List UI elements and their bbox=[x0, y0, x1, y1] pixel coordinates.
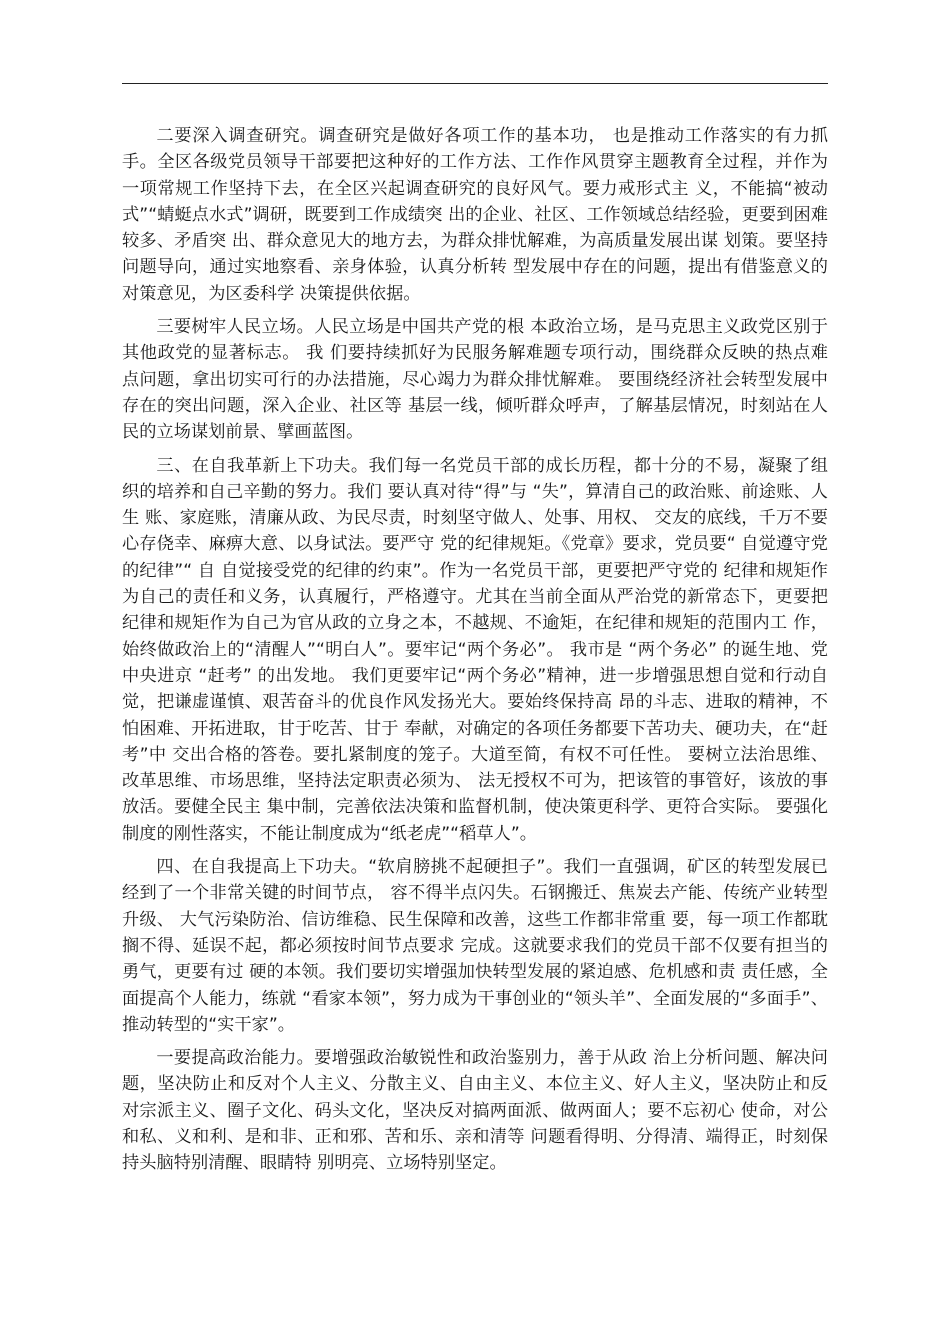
document-body bbox=[122, 123, 828, 1184]
paragraph-political-ability: 一要提高政治能力。要增强政治敏锐性和政治鉴别力，善于从政 治上分析问题、解决问题，坚决防止和反对个人主义、分散主义、自由主义、本位主义、好人主义，坚决防止和反对宗派主义、圈子文化、码头文化，坚决反对搞两面派、做两面人；要不忘初心 使命，对公和私、义和利、是和非、正和邪、苦和乐、亲和清等 问题看得明、分得清、端得正，时刻保持头脑特别清醒、眼睛特 别明亮、立场特别坚定。 bbox=[122, 1048, 828, 1174]
header-rule bbox=[122, 83, 828, 84]
paragraph-investigation-research: 二要深入调查研究。调查研究是做好各项工作的基本功， 也是推动工作落实的有力抓手。全区各级党员领导干部要把这种好的工作方法、工作作风贯穿主题教育全过程，并作为一项常规工作坚持下去，在全区兴起调查研究的良好风气。要力戒形式主 义，不能搞“被动式”“蜻蜓点水式”调研，既要到工作成绩突 出的企业、社区、工作领域总结经验，更要到困难较多、矛盾突 出、群众意见大的地方去，为群众排忧解难，为高质量发展出谋 划策。要坚持问题导向，通过实地察看、亲身体验，认真分析转 型发展中存在的问题，提出有借鉴意义的对策意见，为区委科学 决策提供依据。 bbox=[122, 126, 828, 304]
paragraph-self-reform: 三、在自我革新上下功夫。我们每一名党员干部的成长历程，都十分的不易，凝聚了组织的培养和自己辛勤的努力。我们 要认真对待“得”与 “失”，算清自己的政治账、前途账、人生 账、家庭账，清廉从政、为民尽责，时刻坚守做人、处事、用权、 交友的底线，千万不要心存侥幸、麻痹大意、以身试法。要严守 党的纪律规矩。《党章》要求，党员要“ 自觉遵守党的纪律”“ 自 自觉接受党的纪律的约束”。作为一名党员干部，更要把严守党的 纪律和规矩作为自己的责任和义务，认真履行，严格遵守。尤其在当前全面从严治党的新常态下，更要把纪律和规矩作为自己为官从政的立身之本，不越规、不逾矩，在纪律和规矩的范围内工 作，始终做政治上的“清醒人”“明白人”。要牢记“两个务必”。 我市是 “两个务必” 的诞生地、党中央进京 “赶考” 的出发地。 我们更要牢记“两个务必”精神，进一步增强思想自觉和行动自觉，把谦虚谨慎、艰苦奋斗的优良作风发扬光大。要始终保持高 昂的斗志、进取的精神，不怕困难、开拓进取，甘于吃苦、甘于 奉献，对确定的各项任务都要下苦功夫、硬功夫，在“赶考”中 交出合格的答卷。要扎紧制度的笼子。大道至简，有权不可任性。 要树立法治思维、 改革思维、市场思维，坚持法定职责必须为、 法无授权不可为，把该管的事管好，该放的事放活。要健全民主 集中制，完善依法决策和监督机制，使决策更科学、更符合实际。 要强化制度的刚性落实，不能让制度成为“纸老虎”“稻草人”。 bbox=[122, 455, 828, 844]
paragraph-people-stance: 三要树牢人民立场。人民立场是中国共产党的根 本政治立场，是马克思主义政党区别于其他政党的显著标志。 我 们要持续抓好为民服务解难题专项行动，围绕群众反映的热点难 点问题，拿出切实可行的办法措施，尽心竭力为群众排忧解难。 要围绕经济社会转型发展中存在的突出问题，深入企业、社区等 基层一线，倾听群众呼声，了解基层情况，时刻站在人民的立场谋划前景、擘画蓝图。 bbox=[122, 317, 828, 443]
paragraph-self-improvement: 四、在自我提高上下功夫。“软肩膀挑不起硬担子”。我们一直强调，矿区的转型发展已经到了一个非常关键的时间节点， 容不得半点闪失。石钢搬迁、焦炭去产能、传统产业转型升级、 大气污染防治、信访维稳、民生保障和改善，这些工作都非常重 要，每一项工作都耽搁不得、延误不起，都必须按时间节点要求 完成。这就要求我们的党员干部不仅要有担当的勇气，更要有过 硬的本领。我们要切实增强加快转型发展的紧迫感、危机感和责 责任感，全面提高个人能力，练就 “看家本领”，努力成为干事创业的“领头羊”、全面发展的“多面手”、推动转型的“实干家”。 bbox=[122, 857, 828, 1035]
